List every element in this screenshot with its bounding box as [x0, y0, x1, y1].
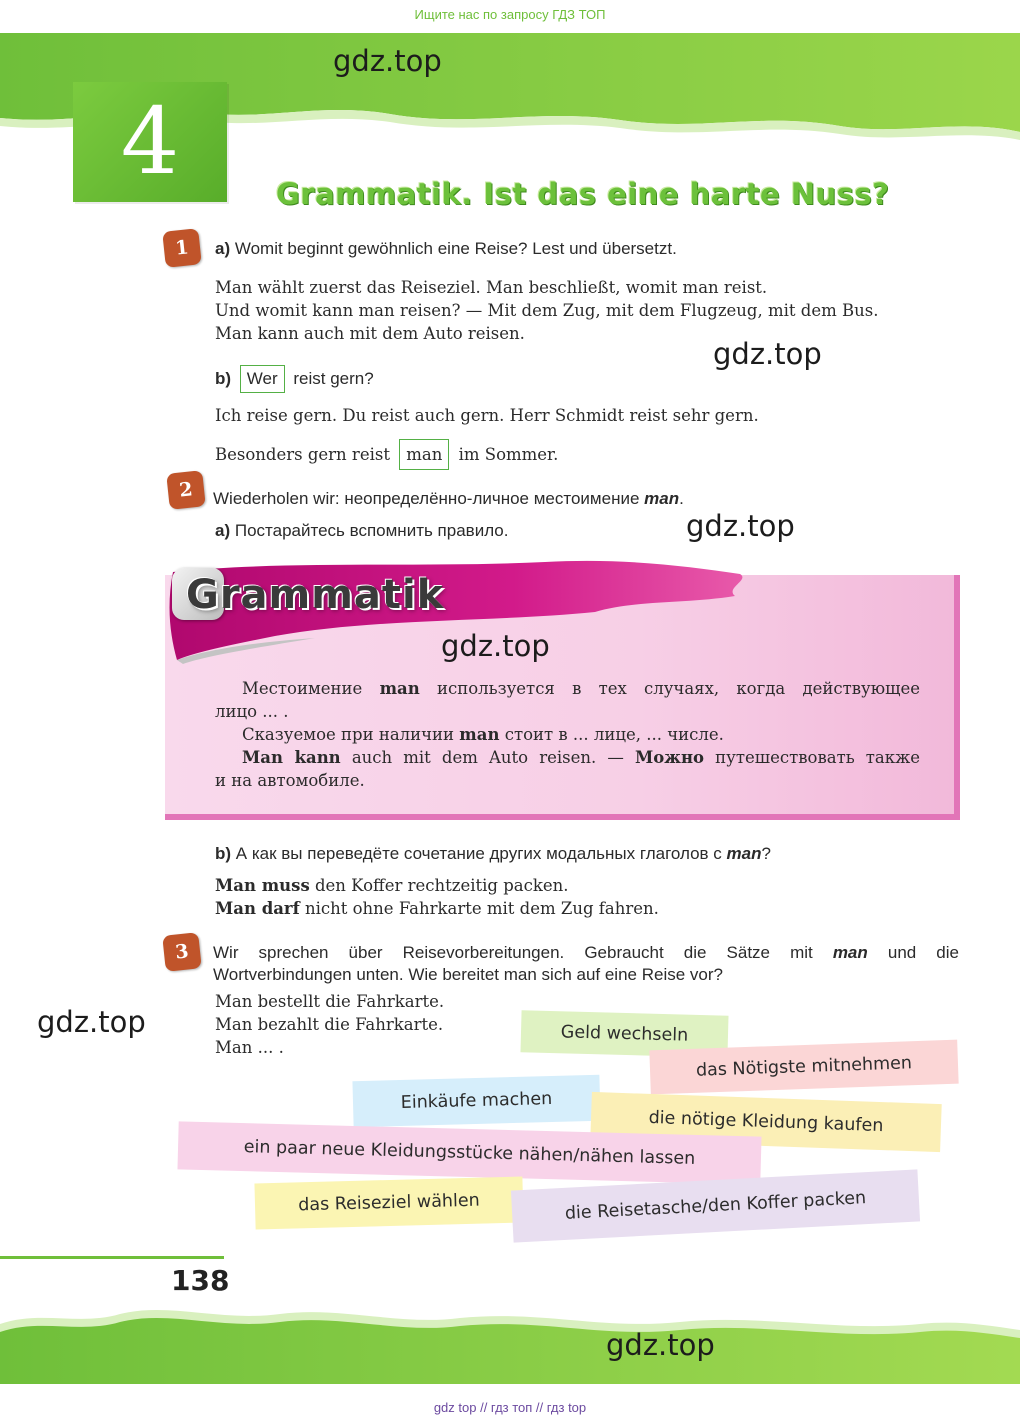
example-line: Man bestellt die Fahrkarte. — [215, 992, 445, 1011]
example-line: Man muss den Koffer rechtzeitig packen. — [215, 876, 569, 895]
chapter-number: 4 — [120, 88, 180, 195]
task1-b-line2 — [215, 439, 558, 470]
watermark: gdz.top — [606, 1328, 715, 1362]
task1-b-text: reist gern? — [293, 369, 374, 388]
task2-intro-bold: man — [644, 489, 680, 508]
task-badge-1: 1 — [162, 228, 202, 268]
bottom-green-band — [0, 1296, 1020, 1396]
task1-line: Man wählt zuerst das Reiseziel. Man beschließt, womit man reist. — [215, 278, 768, 297]
task1-b — [215, 365, 374, 393]
phrase-tag: Einkäufe machen — [352, 1075, 600, 1127]
task3-examples — [215, 990, 444, 1059]
task3-intro-2: und die — [887, 943, 959, 962]
grammatik-rule-text — [215, 677, 920, 792]
task2-a — [215, 521, 509, 541]
rule-line: и на автомобиле. — [215, 771, 365, 790]
top-note: Ищите нас по запросу ГДЗ ТОП — [414, 7, 606, 22]
task-badge-3: 3 — [162, 932, 202, 972]
task1-line: Und womit kann man reisen? — Mit dem Zug, mit dem Flugzeug, mit dem Bus. — [215, 301, 879, 320]
page-title: Grammatik. Ist das eine harte Nuss? — [276, 177, 890, 211]
task3-intro-bold: man — [832, 943, 868, 962]
task2-a-text: Постарайтесь вспомнить правило. — [234, 521, 509, 540]
task2-a-label: a) — [215, 521, 231, 540]
task2-b — [215, 844, 771, 864]
phrase-tag: die Reisetasche/den Koffer packen — [511, 1169, 920, 1242]
boxed-word-wer: Wer — [240, 365, 285, 393]
task-badge-2: 2 — [166, 470, 206, 510]
task2-intro — [213, 489, 684, 509]
phrase-tag: das Nötigste mitnehmen — [649, 1040, 958, 1095]
rule-line: Man kann auch mit dem Auto reisen. — Можно путешествовать также — [242, 748, 921, 767]
task1-b-line2-pre: Besonders gern reist — [215, 445, 390, 464]
example-line: Man bezahlt die Fahrkarte. — [215, 1015, 444, 1034]
task2-b-text: А как вы переведёте сочетание других модальных глаголов с — [235, 844, 722, 863]
task2-b-bold: man — [726, 844, 762, 863]
phrase-tag: ein paar neue Kleidungsstücke nähen/nähen lassen — [177, 1121, 761, 1184]
task1-a-text: Womit beginnt gewöhnlich eine Reise? Lest und übersetzt. — [234, 239, 677, 258]
phrase-tag: das Reiseziel wählen — [254, 1177, 523, 1230]
task1-text — [215, 276, 975, 345]
grammatik-title: Grammatik — [186, 572, 445, 618]
task1-b-label: b) — [215, 369, 232, 388]
page-number: 138 — [171, 1264, 230, 1297]
task1-line: Man kann auch mit dem Auto reisen. — [215, 324, 525, 343]
task2-intro-text: Wiederholen wir: неопределённо-личное местоимение — [213, 489, 640, 508]
footer: gdz top // гдз топ // гдз top — [433, 1400, 587, 1415]
example-line: Man darf nicht ohne Fahrkarte mit dem Zug fahren. — [215, 899, 659, 918]
watermark: gdz.top — [686, 509, 795, 543]
task3-intro — [213, 942, 959, 986]
chapter-number-box — [73, 82, 227, 202]
task1-b-line1: Ich reise gern. Du reist auch gern. Herr Schmidt reist sehr gern. — [215, 406, 759, 425]
task3-intro-1: Wir sprechen über Reisevorbereitungen. Gebraucht die Sätze mit — [213, 943, 813, 962]
rule-line: лицо ... . — [215, 702, 289, 721]
watermark: gdz.top — [713, 337, 822, 371]
page-number-rule — [0, 1256, 224, 1259]
phrase-tag: die nötige Kleidung kaufen — [590, 1092, 941, 1152]
task3-intro-line2: Wortverbindungen unten. Wie bereitet man sich auf eine Reise vor? — [213, 965, 723, 984]
watermark: gdz.top — [441, 629, 550, 663]
rule-line: Местоимение man используется в тех случаях, когда действующее — [242, 679, 920, 698]
watermark: gdz.top — [333, 44, 442, 78]
phrase-tag: Geld wechseln — [520, 1010, 728, 1057]
boxed-word-man: man — [399, 439, 449, 470]
rule-line: Сказуемое при наличии man стоит в ... лице, ... числе. — [242, 725, 724, 744]
task2-b-end: ? — [761, 844, 771, 863]
task1-b-line2-post: im Sommer. — [458, 445, 559, 464]
example-line: Man ... . — [215, 1038, 284, 1057]
watermark: gdz.top — [37, 1005, 146, 1039]
task2-examples — [215, 874, 659, 920]
task2-intro-end: . — [679, 489, 684, 508]
task2-b-label: b) — [215, 844, 232, 863]
task1-a-label: a) — [215, 239, 231, 258]
task1-a — [215, 239, 677, 259]
